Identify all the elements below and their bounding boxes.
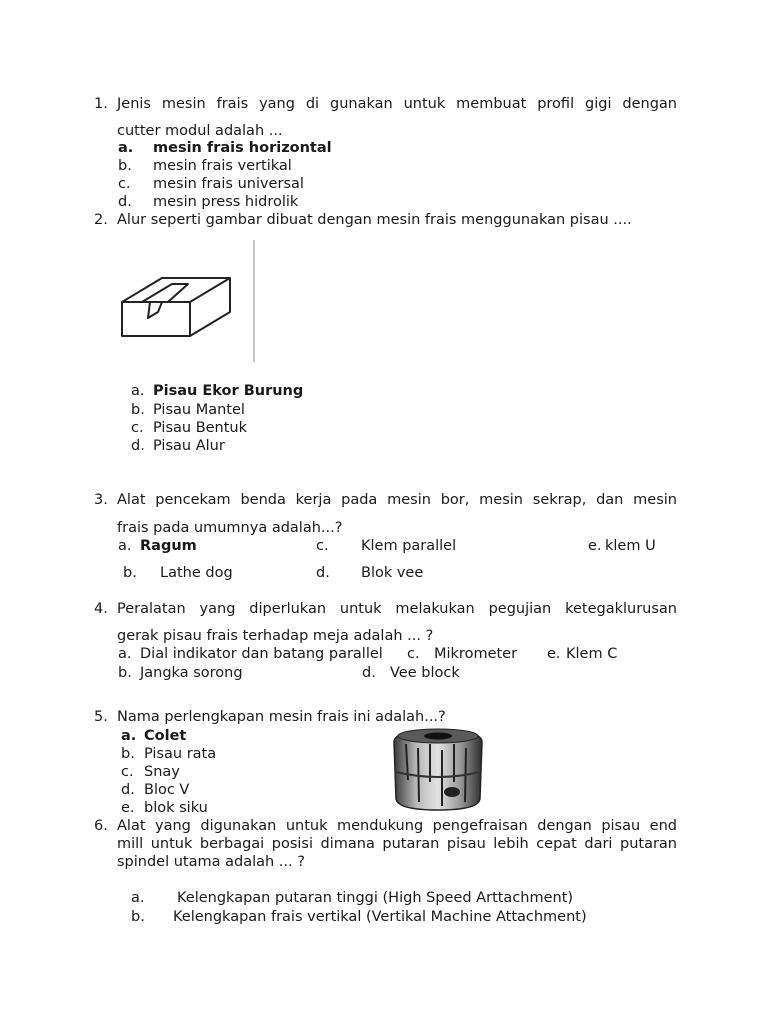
q3-option-a-text: Ragum: [140, 538, 197, 554]
question-3-line-1: Alat pencekam benda kerja pada mesin bor, mesin sekrap, dan mesin: [117, 492, 677, 508]
question-4-number: 4.: [94, 601, 108, 617]
q5-option-d-text: Bloc V: [144, 782, 190, 798]
q4-option-a-text: Dial indikator dan batang parallel: [140, 646, 383, 662]
q3-option-c-text: Klem parallel: [361, 538, 457, 554]
question-1-line-2: cutter modul adalah ...: [117, 123, 283, 139]
q1-option-a-text: mesin frais horizontal: [153, 140, 332, 156]
q4-option-b-letter: b.: [118, 665, 132, 681]
q6-option-b-letter: b.: [131, 909, 145, 925]
q5-option-e-letter: e.: [121, 800, 135, 816]
q6-option-b-text: Kelengkapan frais vertikal (Vertikal Machine Attachment): [173, 909, 587, 925]
q1-option-c-letter: c.: [118, 176, 131, 192]
q3-option-e-letter: e.: [588, 538, 602, 554]
q2-option-c-letter: c.: [131, 420, 144, 436]
q1-option-d-letter: d.: [118, 194, 132, 210]
q2-option-d-letter: d.: [131, 438, 145, 454]
q1-option-b-text: mesin frais vertikal: [153, 158, 292, 174]
q4-option-e-letter: e.: [547, 646, 561, 662]
q3-option-d-letter: d.: [316, 565, 330, 581]
question-3-number: 3.: [94, 492, 108, 508]
q2-option-a-text: Pisau Ekor Burung: [153, 383, 304, 399]
q3-option-b-text: Lathe dog: [160, 565, 233, 581]
q5-option-d-letter: d.: [121, 782, 135, 798]
q5-option-a-letter: a.: [121, 728, 137, 744]
q4-option-c-letter: c.: [407, 646, 420, 662]
q4-option-b-text: Jangka sorong: [140, 665, 243, 681]
q6-option-a-text: Kelengkapan putaran tinggi (High Speed Arttachment): [177, 890, 574, 906]
q1-option-c-text: mesin frais universal: [153, 176, 304, 192]
question-6-line-1: Alat yang digunakan untuk mendukung pengefraisan dengan pisau end: [117, 818, 677, 834]
question-4-line-1: Peralatan yang diperlukan untuk melakukan pegujian ketegaklurusan: [117, 601, 677, 617]
q5-option-e-text: blok siku: [144, 800, 208, 816]
q4-option-a-letter: a.: [118, 646, 132, 662]
q1-option-d-text: mesin press hidrolik: [153, 194, 299, 210]
question-6-line-3: spindel utama adalah ... ?: [117, 854, 305, 870]
question-1-number: 1.: [94, 96, 108, 112]
q2-option-c-text: Pisau Bentuk: [153, 420, 248, 436]
q5-option-a-text: Colet: [144, 728, 187, 744]
question-5-line-1: Nama perlengkapan mesin frais ini adalah...?: [117, 709, 446, 725]
q3-option-e-text: klem U: [605, 538, 656, 554]
q3-option-b-letter: b.: [123, 565, 137, 581]
q4-option-d-letter: d.: [362, 665, 376, 681]
q6-option-a-letter: a.: [131, 890, 145, 906]
q3-option-d-text: Blok vee: [361, 565, 424, 581]
question-5-number: 5.: [94, 709, 108, 725]
question-1-line-1: Jenis mesin frais yang di gunakan untuk membuat profil gigi dengan: [117, 96, 677, 112]
question-3-line-2: frais pada umumnya adalah...?: [117, 520, 343, 536]
q2-option-b-text: Pisau Mantel: [153, 402, 245, 418]
collet-figure: [384, 722, 492, 816]
q2-option-b-letter: b.: [131, 402, 145, 418]
q4-option-c-text: Mikrometer: [434, 646, 518, 662]
q3-option-c-letter: c.: [316, 538, 329, 554]
q5-option-b-text: Pisau rata: [144, 746, 217, 762]
q4-option-d-text: Vee block: [390, 665, 460, 681]
q2-option-d-text: Pisau Alur: [153, 438, 225, 454]
question-2-number: 2.: [94, 212, 108, 228]
q1-option-b-letter: b.: [118, 158, 132, 174]
q5-option-b-letter: b.: [121, 746, 135, 762]
question-6-line-2: mill untuk berbagai posisi dimana putaran pisau lebih cepat dari putaran: [117, 836, 677, 852]
q5-option-c-text: Snay: [144, 764, 180, 780]
question-2-line-1: Alur seperti gambar dibuat dengan mesin frais menggunakan pisau ....: [117, 212, 632, 228]
dovetail-block-figure: [110, 240, 260, 362]
q1-option-a-letter: a.: [118, 140, 134, 156]
q3-option-a-letter: a.: [118, 538, 132, 554]
q4-option-e-text: Klem C: [566, 646, 618, 662]
question-6-number: 6.: [94, 818, 108, 834]
q5-option-c-letter: c.: [121, 764, 134, 780]
q2-option-a-letter: a.: [131, 383, 145, 399]
question-4-line-2: gerak pisau frais terhadap meja adalah ... ?: [117, 628, 434, 644]
